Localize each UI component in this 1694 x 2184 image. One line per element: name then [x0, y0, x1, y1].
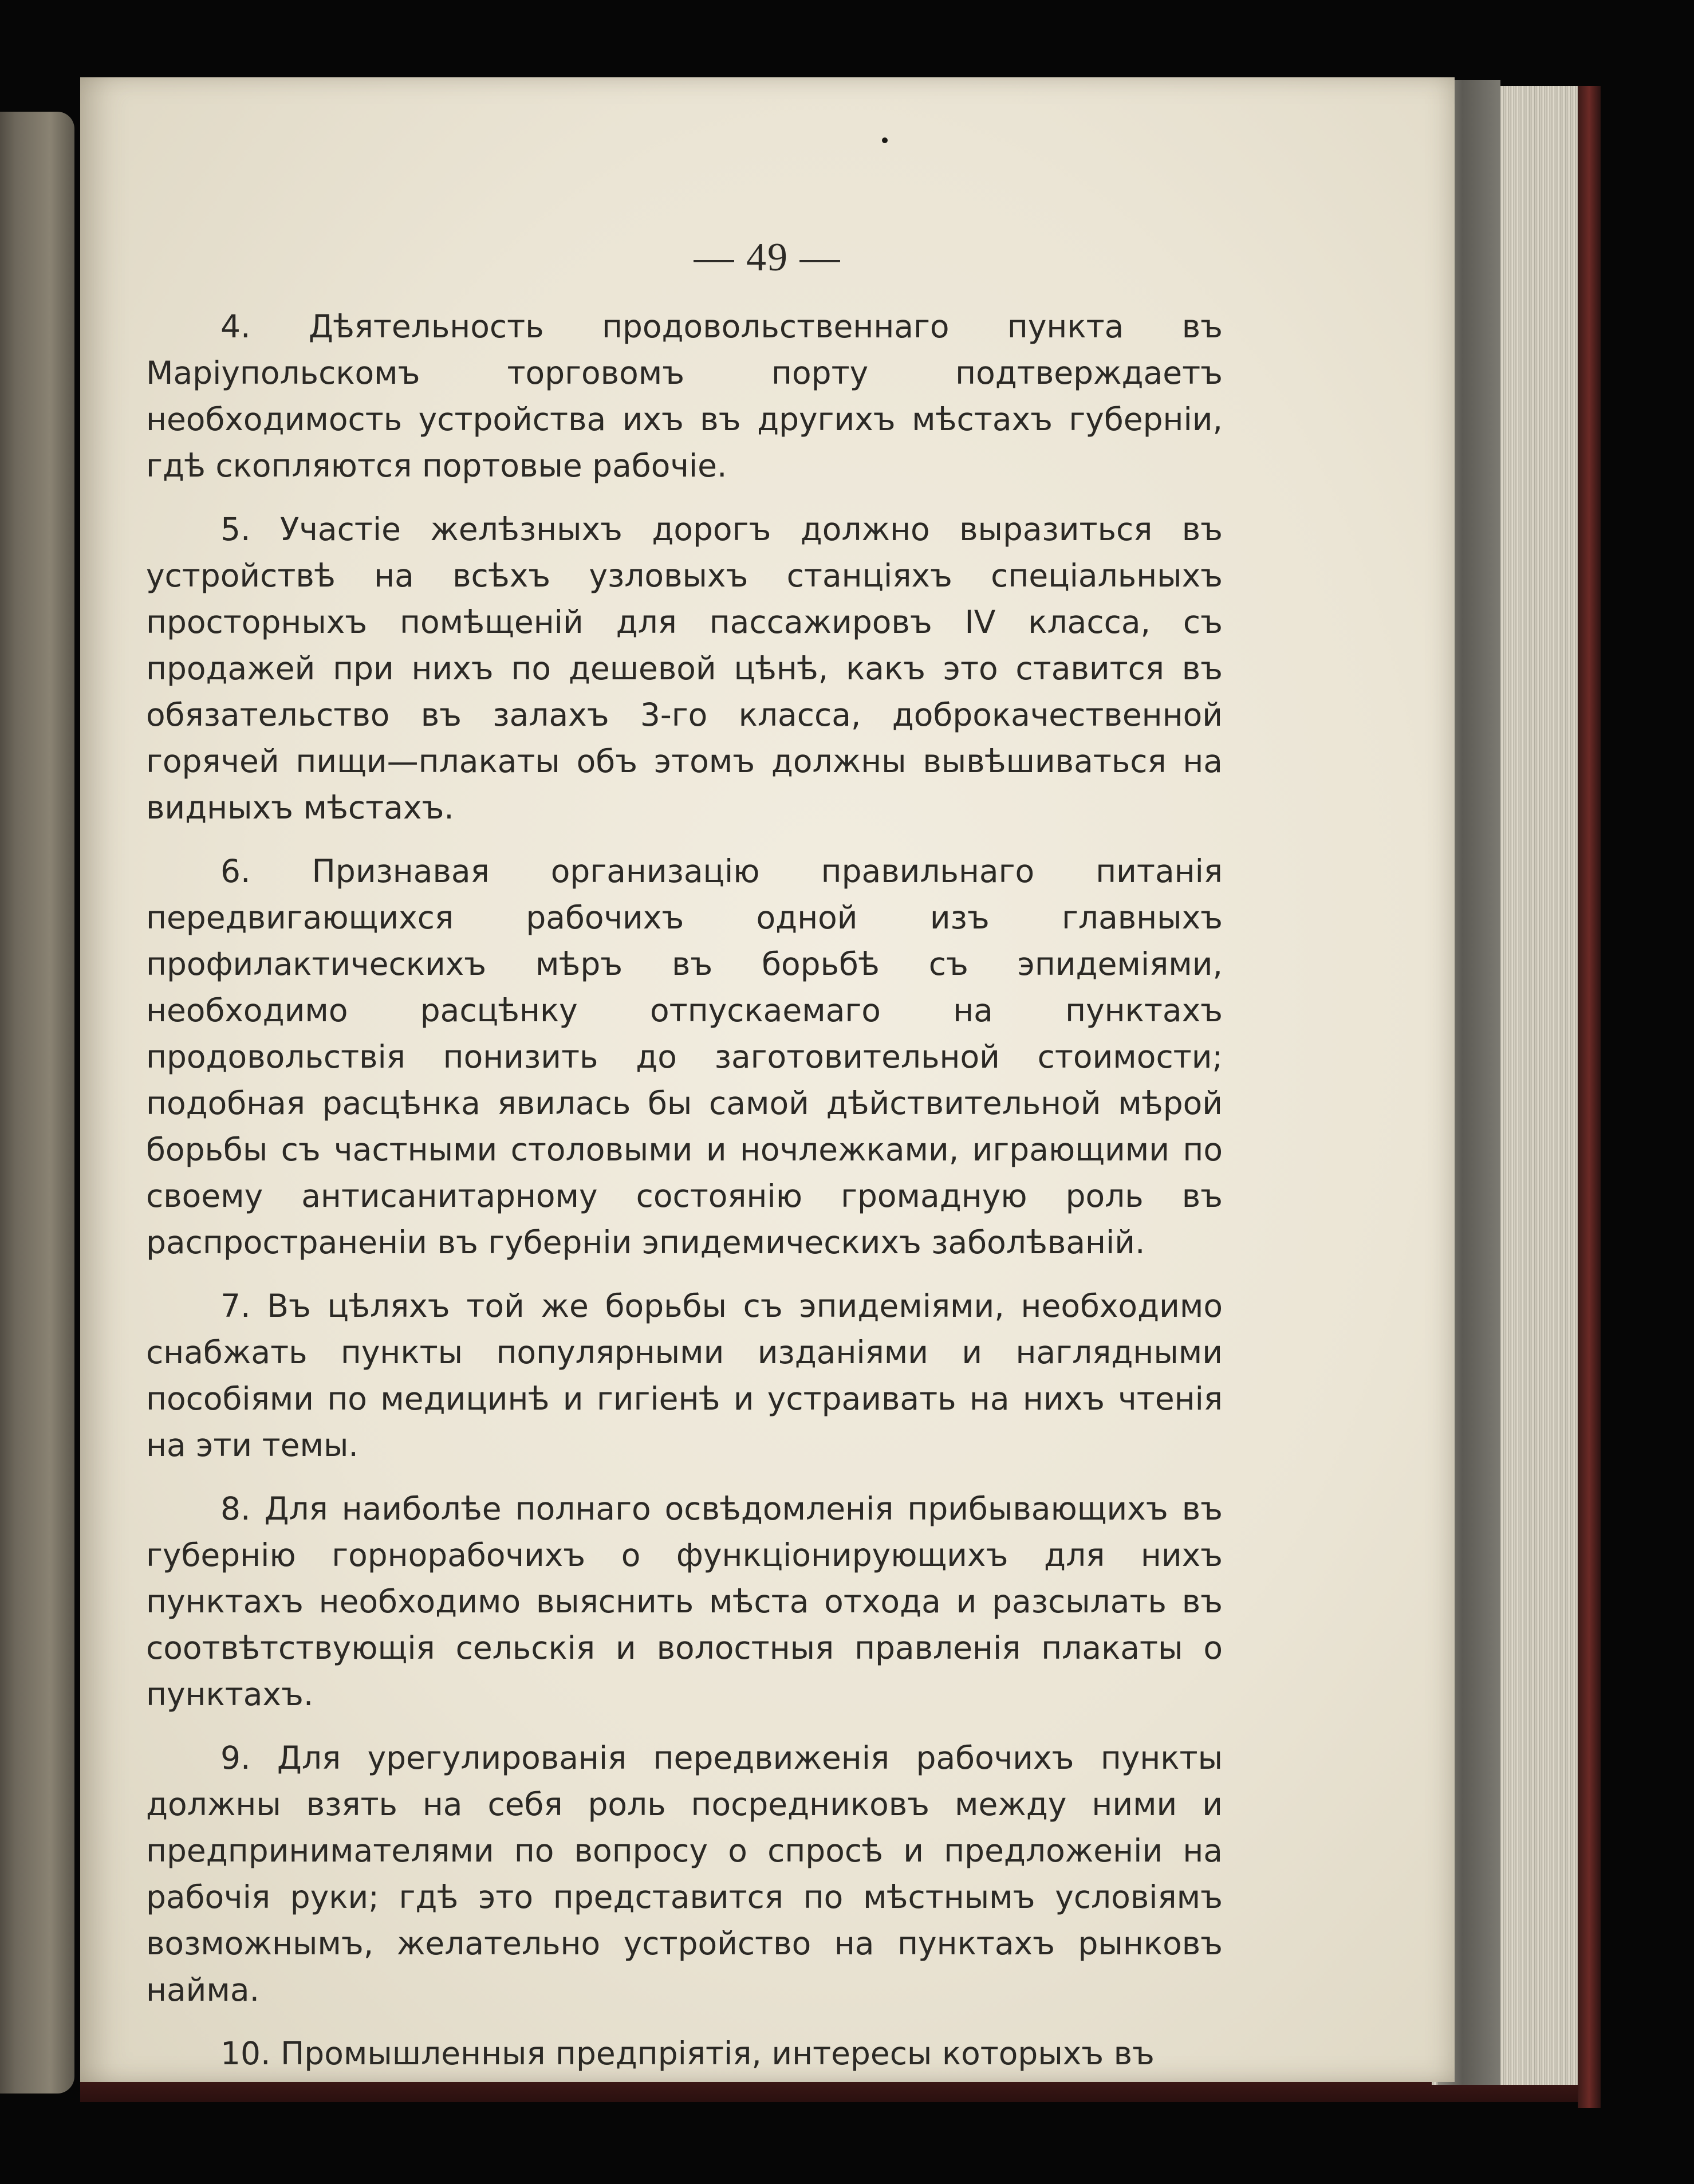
paragraph-5: 5. Участіе желѣзныхъ дорогъ должно выразиться въ устройствѣ на всѣхъ узловыхъ станціяхъ спеціальныхъ просторныхъ помѣщеній для пассажировъ IV класса, съ продажей при нихъ по дешевой цѣнѣ, какъ это ставится въ обязательство въ залахъ 3-го класса, доброкачественной горячей пищи—плакаты объ этомъ должны вывѣшиваться на видныхъ мѣстахъ.: [146, 511, 1223, 826]
paragraph-4: 4. Дѣятельность продовольственнаго пункта въ Маріупольскомъ торговомъ порту подтверждаетъ необходимость устройства ихъ въ другихъ мѣстахъ губерніи, гдѣ скопляются портовые рабочіе.: [146, 308, 1223, 484]
paragraph-7: 7. Въ цѣляхъ той же борьбы съ эпидеміями, необходимо снабжать пункты популярными изданіями и наглядными пособіями по медицинѣ и гигіенѣ и устраивать на нихъ чтенія на эти темы.: [146, 1288, 1223, 1463]
document-page: [80, 77, 1455, 2082]
body-text: [146, 304, 1223, 2094]
paragraph-10: 10. Промышленныя предпріятія, интересы которыхъ въ: [220, 2035, 1155, 2072]
ink-speck: [882, 137, 888, 143]
right-cover-edge: [1578, 86, 1601, 2108]
paragraph-8: 8. Для наиболѣе полнаго освѣдомленія прибывающихъ въ губернію горнорабочихъ о функціонирующихъ для нихъ пунктахъ необходимо выяснить мѣста отхода и разсылать въ соотвѣтствующія сельскія и волостныя правленія плакаты о пунктахъ.: [146, 1490, 1223, 1713]
page-number: — 49 —: [694, 235, 841, 280]
paragraph-9: 9. Для урегулированія передвиженія рабочихъ пункты должны взять на себя роль посредниковъ между ними и предпринимателями по вопросу о спросѣ и предложеніи на рабочія руки; гдѣ это представится по мѣстнымъ условіямъ возможнымъ, желательно устройство на пунктахъ рынковъ найма.: [146, 1740, 1223, 2008]
previous-page-edge: [0, 112, 74, 2094]
paragraph-6: 6. Признавая организацію правильнаго питанія передвигающихся рабочихъ одной изъ главныхъ профилактическихъ мѣръ въ борьбѣ съ эпидеміями, необходимо расцѣнку отпускаемаго на пунктахъ продовольствія понизить до заготовительной стоимости; подобная расцѣнка явилась бы самой дѣйствительной мѣрой борьбы съ частными столовыми и ночлежками, играющими по своему антисанитарному состоянію громадную роль въ распространеніи въ губерніи эпидемическихъ заболѣваній.: [146, 853, 1223, 1261]
